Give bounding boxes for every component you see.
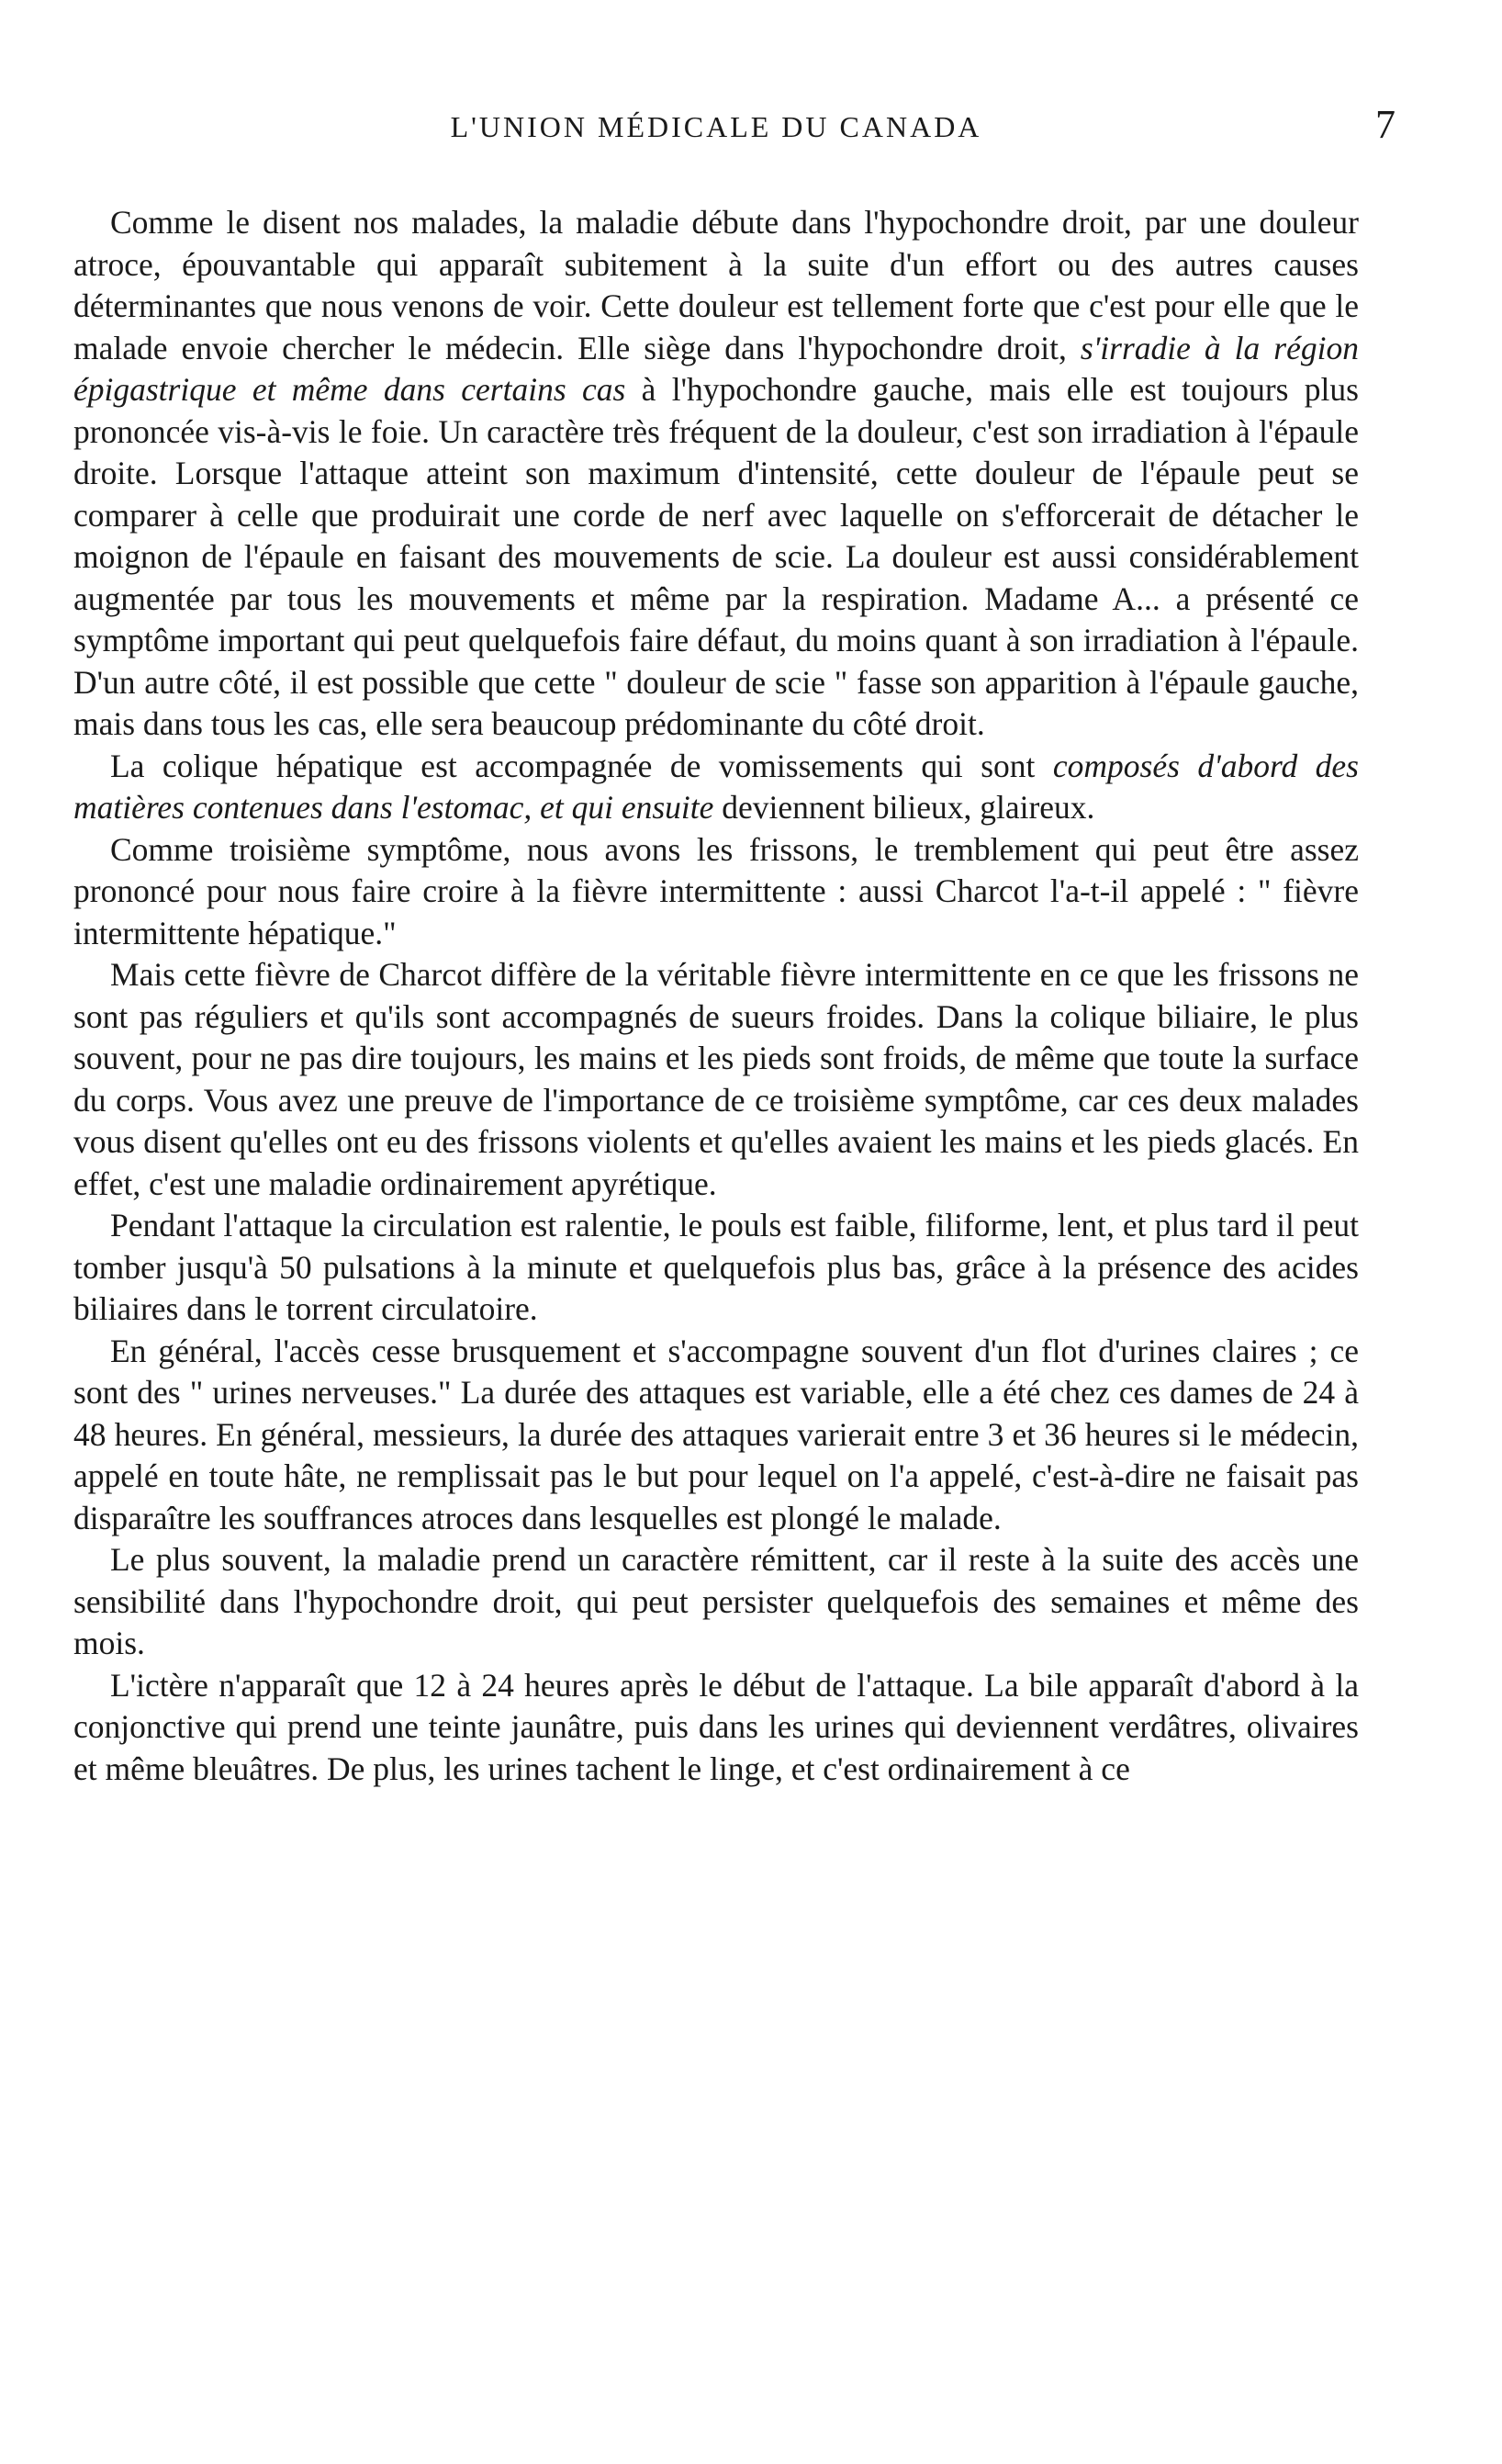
paragraph-text: deviennent bilieux, glaireux. [713,789,1095,826]
paragraph-text: En général, l'accès cesse brusquement et s'accompagne souvent d'un flot d'urines claires ; ce sont des " urines nerveuses." La durée des attaques est variable, elle a été chez ces dames de 24 à 48 heures. En général, messieurs, la durée des attaques varierait entre 3 et 36 heures si le médecin, appelé en toute hâte, ne remplissait pas le but pour lequel on l'a appelé, c'est-à-dire ne faisait pas disparaître les souffrances atroces dans lesquelles est plongé le malade. [73,1332,1359,1536]
paragraph [73,1665,1359,1791]
paragraph-text: Le plus souvent, la maladie prend un caractère rémittent, car il reste à la suite des accès une sensibilité dans l'hypochondre droit, qui peut persister quelquefois des semaines et même des mois. [73,1541,1359,1661]
paragraph [73,1539,1359,1665]
paragraph [73,1331,1359,1540]
paragraph-text: La colique hépatique est accompagnée de vomissements qui sont [110,747,1053,784]
paragraph [73,954,1359,1205]
paragraph [73,1205,1359,1331]
paragraph-italic-text: s'irradie à la région épigastrique et même dans certains cas [73,329,1359,408]
page [73,101,1396,1790]
page-number: 7 [1375,102,1396,147]
paragraph-text: à l'hypochondre gauche, mais elle est toujours plus prononcée vis-à-vis le foie. Un caractère très fréquent de la douleur, c'est son irradiation à l'épaule droite. Lorsque l'attaque atteint son maximum d'intensité, cette douleur de l'épaule peut se comparer à celle que produirait une corde de nerf avec laquelle on s'efforcerait de détacher le moignon de l'épaule en faisant des mouvements de scie. La douleur est aussi considérablement augmentée par tous les mouvements et même par la respiration. Madame A... a présenté ce symptôme important qui peut quelquefois faire défaut, du moins quant à son irradiation à l'épaule. D'un autre côté, il est possible que cette " douleur de scie " fasse son apparition à l'épaule gauche, mais dans tous les cas, elle sera beaucoup prédominante du côté droit. [73,371,1359,742]
paragraph-text: Comme le disent nos malades, la maladie débute dans l'hypochondre droit, par une douleur atroce, épouvantable qui apparaît subitement à la suite d'un effort ou des autres causes déterminantes que nous venons de voir. Cette douleur est tellement forte que c'est pour elle que le malade envoie chercher le médecin. Elle siège dans l'hypochondre droit, [73,204,1359,366]
running-title: L'UNION MÉDICALE DU CANADA [450,110,982,143]
paragraph [73,746,1359,829]
body-text [73,202,1359,1790]
paragraph-text: L'ictère n'apparaît que 12 à 24 heures après le début de l'attaque. La bile apparaît d'abord à la conjonctive qui prend une teinte jaunâtre, puis dans les urines qui deviennent verdâtres, olivaires et même bleuâtres. De plus, les urines tachent le linge, et c'est ordinairement à ce [73,1666,1359,1787]
paragraph-italic-text: composés d'abord des matières contenues dans l'estomac, et qui ensuite [73,747,1359,826]
paragraph-text: Pendant l'attaque la circulation est ralentie, le pouls est faible, filiforme, lent, et plus tard il peut tomber jusqu'à 50 pulsations à la minute et quelquefois plus bas, grâce à la présence des acides biliaires dans le torrent circulatoire. [73,1207,1359,1327]
paragraph-text: Mais cette fièvre de Charcot diffère de la véritable fièvre intermittente en ce que les frissons ne sont pas réguliers et qu'ils sont accompagnés de sueurs froides. Dans la colique biliaire, le plus souvent, pour ne pas dire toujours, les mains et les pieds sont froids, de même que toute la surface du corps. Vous avez une preuve de l'importance de ce troisième symptôme, car ces deux malades vous disent qu'elles ont eu des frissons violents et qu'elles avaient les mains et les pieds glacés. En effet, c'est une maladie ordinairement apyrétique. [73,956,1359,1202]
paragraph-text: Comme troisième symptôme, nous avons les frissons, le tremblement qui peut être assez prononcé pour nous faire croire à la fièvre intermittente : aussi Charcot l'a-t-il appelé : " fièvre intermittente hépatique." [73,830,1359,951]
paragraph [73,829,1359,955]
paragraph [73,202,1359,746]
running-head [73,101,1396,156]
